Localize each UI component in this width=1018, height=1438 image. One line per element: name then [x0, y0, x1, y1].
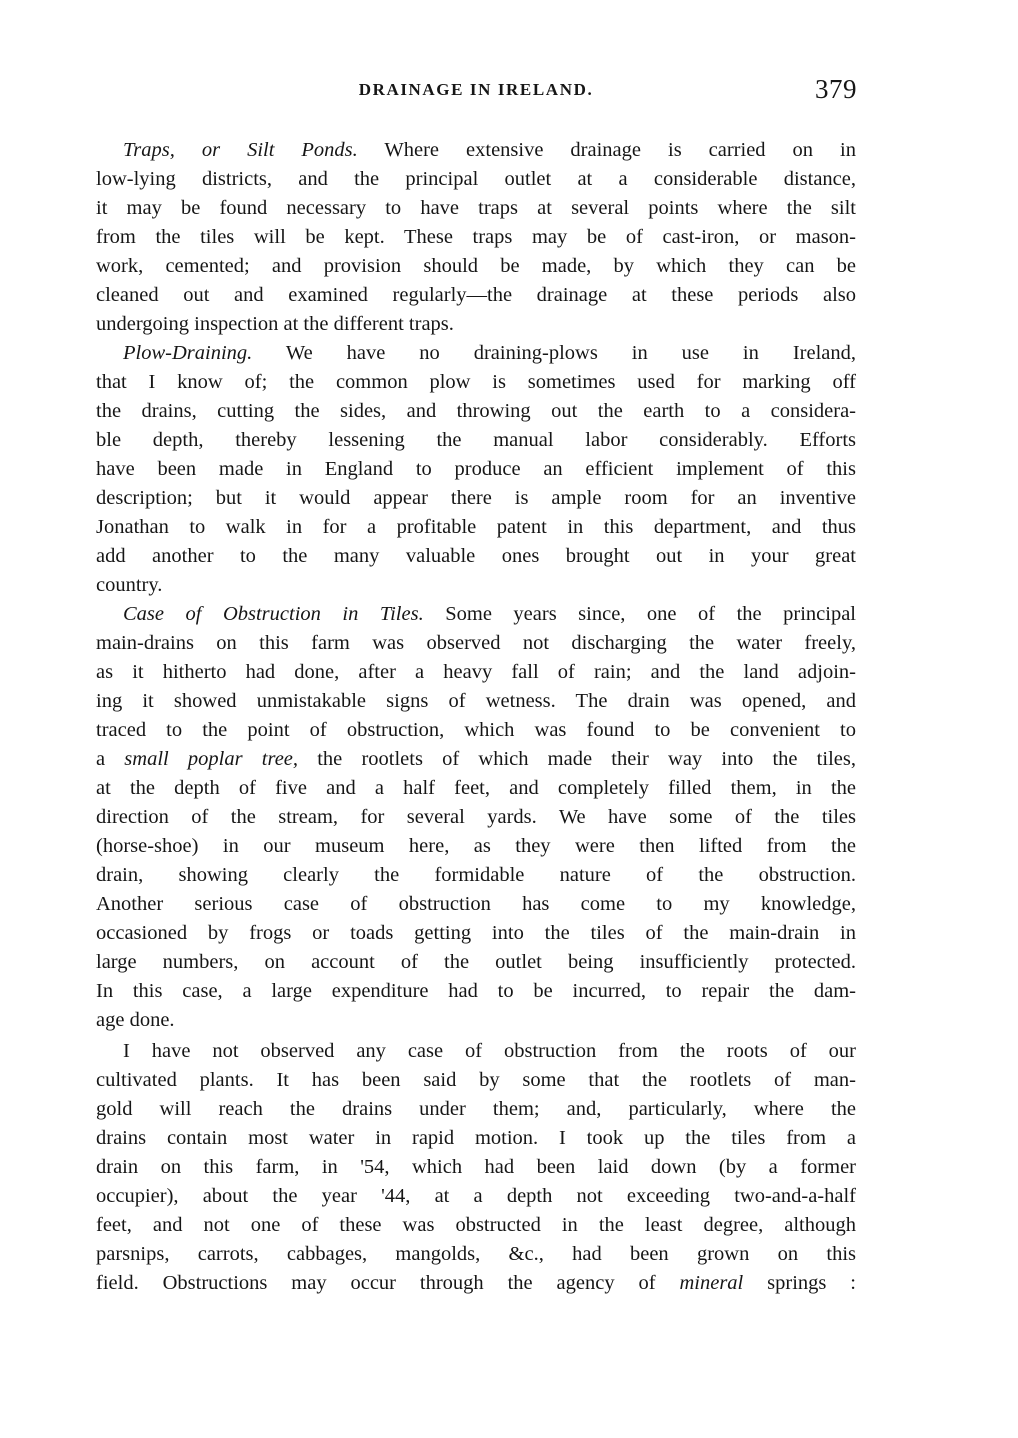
italic-phrase: small poplar tree,	[124, 748, 299, 770]
text-line: traced to the point of obstruction, which was found to be convenient to	[96, 719, 856, 741]
text-line: the drains, cutting the sides, and throwing out the earth to a considera-	[96, 400, 856, 422]
text-line: large numbers, on account of the outlet being insufficiently protected.	[96, 951, 856, 973]
text-line: work, cemented; and provision should be made, by which they can be	[96, 255, 856, 277]
text-line: direction of the stream, for several yards. We have some of the tiles	[96, 806, 856, 828]
text-line: it may be found necessary to have traps at several points where the silt	[96, 197, 856, 219]
text-line: cultivated plants. It has been said by some that the rootlets of man-	[96, 1069, 856, 1091]
paragraph-heading: Plow-Draining.	[123, 342, 253, 364]
text-line: Case of Obstruction in Tiles. Some years since, one of the principal	[123, 603, 857, 625]
text-line: occasioned by frogs or toads getting into the tiles of the main-drain in	[96, 922, 856, 944]
text-line: (horse-shoe) in our museum here, as they were then lifted from the	[96, 835, 856, 857]
text-line: main-drains on this farm was observed not discharging the water freely,	[96, 632, 856, 654]
text-line: country.	[96, 574, 163, 596]
text-line: undergoing inspection at the different traps.	[96, 313, 454, 335]
text-line: from the tiles will be kept. These traps may be of cast-iron, or mason-	[96, 226, 856, 248]
page-number: 379	[815, 74, 857, 104]
text-line: Traps, or Silt Ponds. Where extensive drainage is carried on in	[123, 139, 856, 161]
text-line: low-lying districts, and the principal outlet at a considerable distance,	[96, 168, 856, 190]
text-line: drains contain most water in rapid motion. I took up the tiles from a	[96, 1127, 856, 1149]
text-line: gold will reach the drains under them; and, particularly, where the	[96, 1098, 856, 1120]
paragraph-heading: Case of Obstruction in Tiles.	[123, 603, 424, 625]
text-line: In this case, a large expenditure had to be incurred, to repair the dam-	[96, 980, 856, 1002]
body-text	[96, 136, 856, 1298]
text-line: age done.	[96, 1009, 175, 1031]
text-line: description; but it would appear there is ample room for an inventive	[96, 487, 856, 509]
italic-phrase: mineral	[679, 1272, 744, 1294]
text-line: as it hitherto had done, after a heavy fall of rain; and the land adjoin-	[96, 661, 856, 683]
text-line: Plow-Draining. We have no draining-plows in use in Ireland,	[123, 342, 856, 364]
paragraph-heading: Traps, or Silt Ponds.	[123, 139, 358, 161]
running-head	[95, 74, 857, 114]
text-line: add another to the many valuable ones brought out in your great	[96, 545, 856, 567]
text-line: Jonathan to walk in for a profitable patent in this department, and thus	[96, 516, 856, 538]
text-line: Another serious case of obstruction has come to my knowledge,	[96, 893, 856, 915]
text-line: drain, showing clearly the formidable nature of the obstruction.	[96, 864, 856, 886]
text-line: have been made in England to produce an efficient implement of this	[96, 458, 856, 480]
running-title: DRAINAGE IN IRELAND.	[358, 80, 594, 99]
text-line: at the depth of five and a half feet, and completely filled them, in the	[96, 777, 856, 799]
text-line: field. Obstructions may occur through the agency of mineral springs :	[96, 1272, 856, 1294]
text-line: feet, and not one of these was obstructed in the least degree, although	[96, 1214, 856, 1236]
text-line: drain on this farm, in '54, which had been laid down (by a former	[96, 1156, 856, 1178]
text-line: ble depth, thereby lessening the manual labor considerably. Efforts	[96, 429, 856, 451]
text-line: parsnips, carrots, cabbages, mangolds, &c., had been grown on this	[96, 1243, 856, 1265]
text-line: ing it showed unmistakable signs of wetness. The drain was opened, and	[96, 690, 856, 712]
text-line: a small poplar tree, the rootlets of which made their way into the tiles,	[96, 748, 856, 770]
text-line: that I know of; the common plow is sometimes used for marking off	[96, 371, 856, 393]
text-line: I have not observed any case of obstruction from the roots of our	[123, 1040, 856, 1062]
text-line: cleaned out and examined regularly—the drainage at these periods also	[96, 284, 856, 306]
text-line: occupier), about the year '44, at a depth not exceeding two-and-a-half	[96, 1185, 856, 1207]
